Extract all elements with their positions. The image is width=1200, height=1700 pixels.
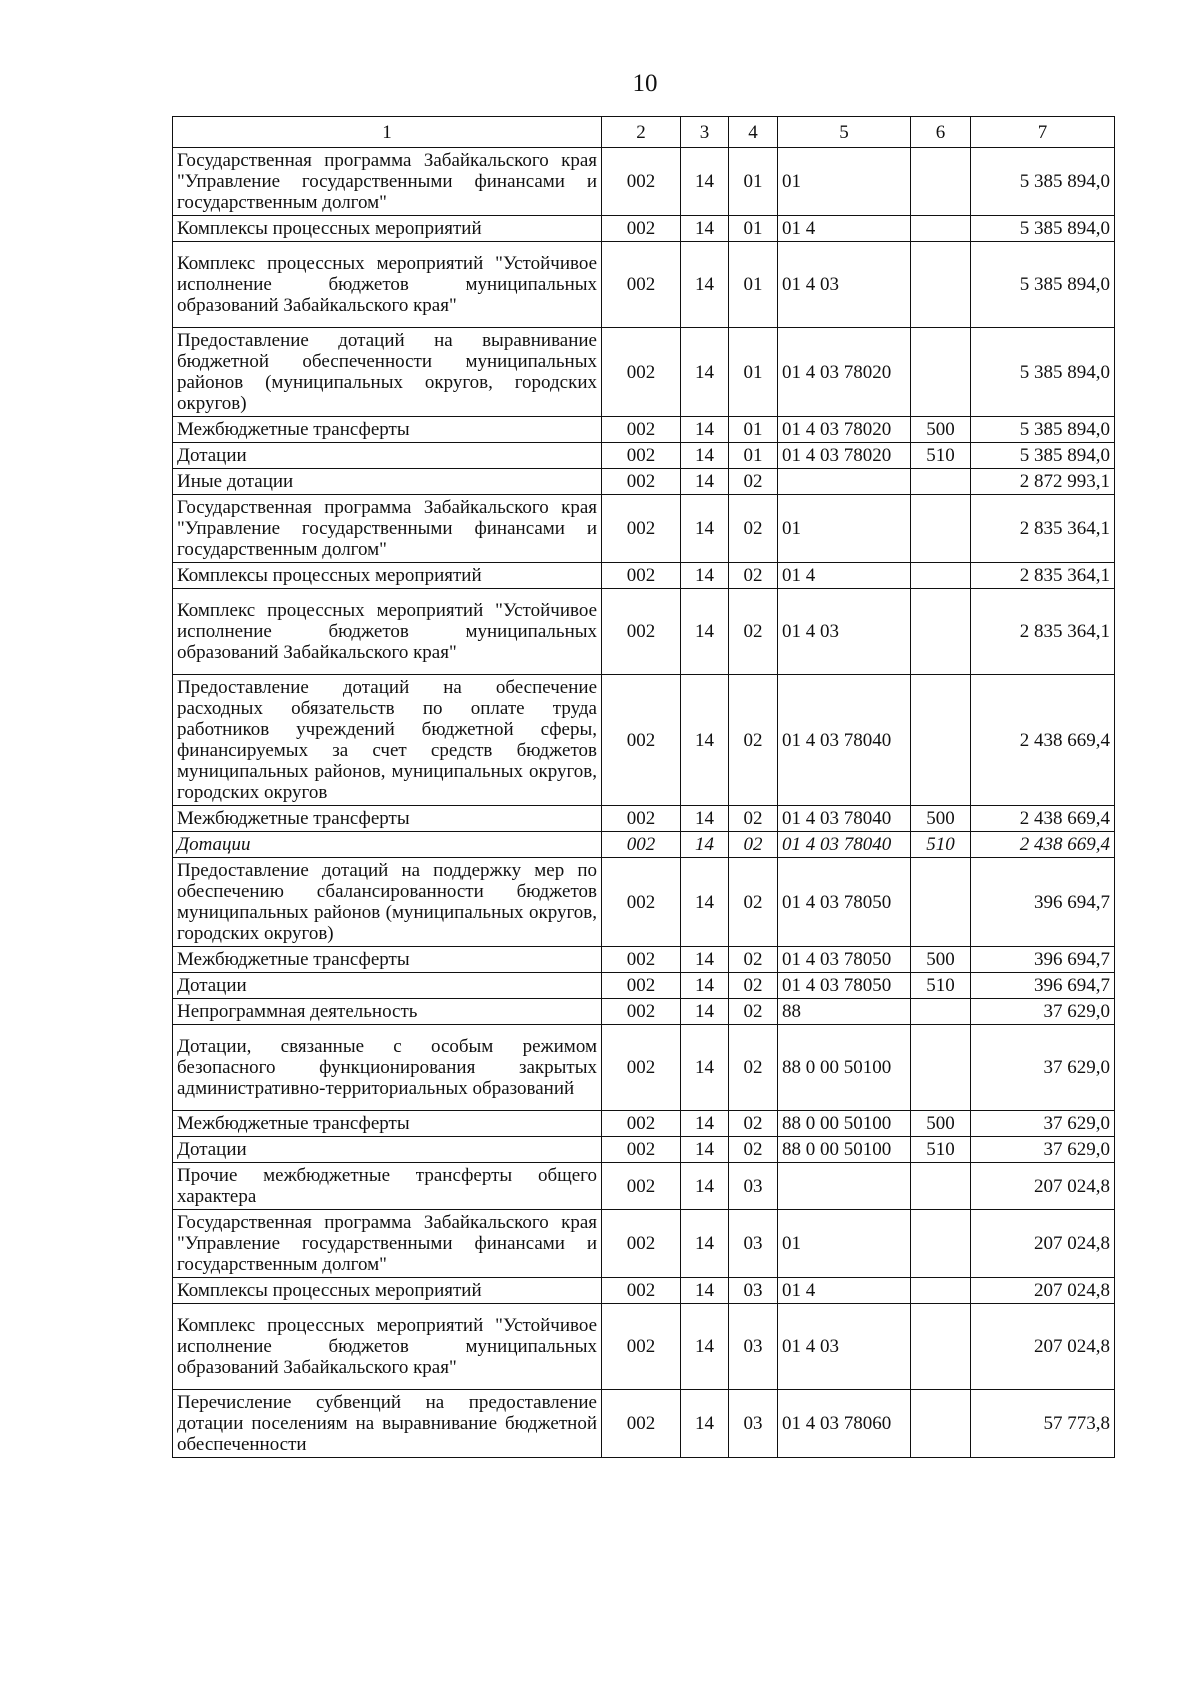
row-expense-type-cell: [911, 999, 971, 1025]
table-row: [173, 148, 1115, 216]
row-section-cell: 14: [681, 1111, 729, 1137]
table-row: [173, 858, 1115, 947]
table-row: [173, 1163, 1115, 1210]
row-code-cell: 002: [602, 469, 681, 495]
row-code-cell: 002: [602, 216, 681, 242]
row-name-cell: Государственная программа Забайкальского края "Управление государственными финансами и государственным долгом": [173, 495, 602, 563]
row-subsection-cell: 02: [729, 832, 778, 858]
table-row: [173, 443, 1115, 469]
row-name-cell: Дотации: [173, 832, 602, 858]
table-row: [173, 675, 1115, 806]
table-row: [173, 1390, 1115, 1458]
row-name-cell: Комплексы процессных мероприятий: [173, 1278, 602, 1304]
column-header: 3: [681, 117, 729, 148]
row-subsection-cell: 02: [729, 1111, 778, 1137]
row-target-article-cell: [778, 469, 911, 495]
row-amount-cell: 37 629,0: [971, 1025, 1115, 1111]
row-expense-type-cell: [911, 148, 971, 216]
row-subsection-cell: 03: [729, 1278, 778, 1304]
row-subsection-cell: 01: [729, 417, 778, 443]
row-section-cell: 14: [681, 589, 729, 675]
row-expense-type-cell: 500: [911, 806, 971, 832]
table-row: [173, 947, 1115, 973]
row-subsection-cell: 03: [729, 1304, 778, 1390]
row-amount-cell: 2 438 669,4: [971, 806, 1115, 832]
row-amount-cell: 5 385 894,0: [971, 216, 1115, 242]
row-subsection-cell: 01: [729, 148, 778, 216]
row-expense-type-cell: [911, 1390, 971, 1458]
row-name-cell: Дотации: [173, 973, 602, 999]
row-name-cell: Межбюджетные трансферты: [173, 1111, 602, 1137]
row-code-cell: 002: [602, 806, 681, 832]
row-target-article-cell: 01 4 03 78050: [778, 973, 911, 999]
row-code-cell: 002: [602, 1390, 681, 1458]
row-name-cell: Предоставление дотаций на обеспечение расходных обязательств по оплате труда работников учреждений бюджетной сферы, финансируемых за счет средств бюджетов муниципальных районов, муниципальных округов, городских округов: [173, 675, 602, 806]
table-row: [173, 1304, 1115, 1390]
column-header: 6: [911, 117, 971, 148]
row-name-cell: Перечисление субвенций на предоставление дотации поселениям на выравнивание бюджетной обеспеченности: [173, 1390, 602, 1458]
row-expense-type-cell: [911, 469, 971, 495]
row-section-cell: 14: [681, 947, 729, 973]
row-target-article-cell: 01 4 03: [778, 1304, 911, 1390]
row-expense-type-cell: 510: [911, 973, 971, 999]
row-target-article-cell: 01: [778, 1210, 911, 1278]
row-name-cell: Межбюджетные трансферты: [173, 947, 602, 973]
row-amount-cell: 2 835 364,1: [971, 563, 1115, 589]
row-section-cell: 14: [681, 1137, 729, 1163]
row-code-cell: 002: [602, 947, 681, 973]
row-amount-cell: 37 629,0: [971, 999, 1115, 1025]
row-expense-type-cell: [911, 1163, 971, 1210]
row-name-cell: Комплекс процессных мероприятий "Устойчивое исполнение бюджетов муниципальных образований Забайкальского края": [173, 242, 602, 328]
row-expense-type-cell: 500: [911, 947, 971, 973]
row-name-cell: Иные дотации: [173, 469, 602, 495]
row-amount-cell: 207 024,8: [971, 1278, 1115, 1304]
row-expense-type-cell: 500: [911, 1111, 971, 1137]
row-section-cell: 14: [681, 148, 729, 216]
row-target-article-cell: 01 4 03: [778, 242, 911, 328]
row-expense-type-cell: [911, 563, 971, 589]
row-code-cell: 002: [602, 417, 681, 443]
row-target-article-cell: 01: [778, 148, 911, 216]
table-row: [173, 563, 1115, 589]
row-expense-type-cell: [911, 1025, 971, 1111]
row-code-cell: 002: [602, 999, 681, 1025]
row-name-cell: Непрограммная деятельность: [173, 999, 602, 1025]
row-expense-type-cell: [911, 328, 971, 417]
row-code-cell: 002: [602, 563, 681, 589]
row-target-article-cell: 88 0 00 50100: [778, 1025, 911, 1111]
row-target-article-cell: 01 4 03 78060: [778, 1390, 911, 1458]
row-amount-cell: 207 024,8: [971, 1163, 1115, 1210]
row-subsection-cell: 02: [729, 973, 778, 999]
table-row: [173, 495, 1115, 563]
row-section-cell: 14: [681, 417, 729, 443]
table-row: [173, 589, 1115, 675]
row-section-cell: 14: [681, 242, 729, 328]
table-row: [173, 216, 1115, 242]
row-section-cell: 14: [681, 858, 729, 947]
table-row: [173, 1278, 1115, 1304]
row-code-cell: 002: [602, 328, 681, 417]
row-section-cell: 14: [681, 806, 729, 832]
row-subsection-cell: 03: [729, 1163, 778, 1210]
row-target-article-cell: [778, 1163, 911, 1210]
table-header-row: [173, 117, 1115, 148]
table-row: [173, 417, 1115, 443]
row-name-cell: Государственная программа Забайкальского края "Управление государственными финансами и государственным долгом": [173, 148, 602, 216]
row-amount-cell: 2 872 993,1: [971, 469, 1115, 495]
row-amount-cell: 396 694,7: [971, 947, 1115, 973]
row-expense-type-cell: 500: [911, 417, 971, 443]
row-amount-cell: 5 385 894,0: [971, 148, 1115, 216]
row-expense-type-cell: [911, 1304, 971, 1390]
row-subsection-cell: 02: [729, 495, 778, 563]
row-expense-type-cell: 510: [911, 832, 971, 858]
row-section-cell: 14: [681, 675, 729, 806]
row-expense-type-cell: [911, 675, 971, 806]
table-row: [173, 1111, 1115, 1137]
row-name-cell: Предоставление дотаций на выравнивание бюджетной обеспеченности муниципальных районов (муниципальных округов, городских округов): [173, 328, 602, 417]
row-section-cell: 14: [681, 1210, 729, 1278]
table-row: [173, 1025, 1115, 1111]
row-code-cell: 002: [602, 675, 681, 806]
row-amount-cell: 2 438 669,4: [971, 832, 1115, 858]
table-row: [173, 806, 1115, 832]
row-expense-type-cell: [911, 858, 971, 947]
row-code-cell: 002: [602, 858, 681, 947]
row-target-article-cell: 88 0 00 50100: [778, 1137, 911, 1163]
row-target-article-cell: 88 0 00 50100: [778, 1111, 911, 1137]
row-code-cell: 002: [602, 495, 681, 563]
row-expense-type-cell: 510: [911, 1137, 971, 1163]
row-name-cell: Государственная программа Забайкальского края "Управление государственными финансами и государственным долгом": [173, 1210, 602, 1278]
budget-table: [172, 116, 1115, 1458]
row-amount-cell: 37 629,0: [971, 1111, 1115, 1137]
row-target-article-cell: 01 4 03 78020: [778, 328, 911, 417]
row-target-article-cell: 01 4 03 78020: [778, 443, 911, 469]
page-number: 10: [632, 70, 658, 97]
row-subsection-cell: 02: [729, 1137, 778, 1163]
row-name-cell: Комплексы процессных мероприятий: [173, 563, 602, 589]
row-code-cell: 002: [602, 973, 681, 999]
row-target-article-cell: 01 4 03: [778, 589, 911, 675]
row-code-cell: 002: [602, 1111, 681, 1137]
row-target-article-cell: 01 4: [778, 563, 911, 589]
row-expense-type-cell: [911, 1278, 971, 1304]
row-name-cell: Дотации: [173, 443, 602, 469]
row-code-cell: 002: [602, 1210, 681, 1278]
row-amount-cell: 5 385 894,0: [971, 242, 1115, 328]
row-code-cell: 002: [602, 1278, 681, 1304]
row-subsection-cell: 02: [729, 999, 778, 1025]
row-target-article-cell: 01 4 03 78040: [778, 675, 911, 806]
row-section-cell: 14: [681, 216, 729, 242]
row-name-cell: Дотации: [173, 1137, 602, 1163]
row-subsection-cell: 02: [729, 806, 778, 832]
table-row: [173, 1137, 1115, 1163]
row-name-cell: Комплекс процессных мероприятий "Устойчивое исполнение бюджетов муниципальных образований Забайкальского края": [173, 1304, 602, 1390]
row-code-cell: 002: [602, 1163, 681, 1210]
row-expense-type-cell: [911, 495, 971, 563]
row-section-cell: 14: [681, 443, 729, 469]
row-section-cell: 14: [681, 1390, 729, 1458]
row-section-cell: 14: [681, 1304, 729, 1390]
row-subsection-cell: 02: [729, 469, 778, 495]
column-header: 2: [602, 117, 681, 148]
table-row: [173, 469, 1115, 495]
row-amount-cell: 5 385 894,0: [971, 328, 1115, 417]
row-section-cell: 14: [681, 1025, 729, 1111]
row-expense-type-cell: [911, 1210, 971, 1278]
row-section-cell: 14: [681, 973, 729, 999]
row-subsection-cell: 03: [729, 1210, 778, 1278]
column-header: 4: [729, 117, 778, 148]
row-subsection-cell: 02: [729, 858, 778, 947]
row-target-article-cell: 01: [778, 495, 911, 563]
row-expense-type-cell: [911, 216, 971, 242]
row-target-article-cell: 88: [778, 999, 911, 1025]
row-code-cell: 002: [602, 1025, 681, 1111]
table-row: [173, 1210, 1115, 1278]
table-row: [173, 328, 1115, 417]
column-header: 7: [971, 117, 1115, 148]
row-subsection-cell: 01: [729, 328, 778, 417]
row-expense-type-cell: [911, 589, 971, 675]
row-subsection-cell: 01: [729, 443, 778, 469]
row-amount-cell: 57 773,8: [971, 1390, 1115, 1458]
row-section-cell: 14: [681, 1278, 729, 1304]
row-section-cell: 14: [681, 999, 729, 1025]
row-section-cell: 14: [681, 469, 729, 495]
row-subsection-cell: 01: [729, 242, 778, 328]
row-section-cell: 14: [681, 495, 729, 563]
row-code-cell: 002: [602, 443, 681, 469]
row-name-cell: Межбюджетные трансферты: [173, 417, 602, 443]
row-amount-cell: 2 835 364,1: [971, 589, 1115, 675]
table-row: [173, 999, 1115, 1025]
row-section-cell: 14: [681, 1163, 729, 1210]
row-code-cell: 002: [602, 1137, 681, 1163]
row-amount-cell: 207 024,8: [971, 1304, 1115, 1390]
row-amount-cell: 2 438 669,4: [971, 675, 1115, 806]
column-header: 1: [173, 117, 602, 148]
table-body: [173, 148, 1115, 1458]
row-expense-type-cell: 510: [911, 443, 971, 469]
row-subsection-cell: 02: [729, 675, 778, 806]
table-row: [173, 242, 1115, 328]
row-amount-cell: 396 694,7: [971, 973, 1115, 999]
row-amount-cell: 396 694,7: [971, 858, 1115, 947]
row-code-cell: 002: [602, 832, 681, 858]
table-row: [173, 973, 1115, 999]
row-code-cell: 002: [602, 1304, 681, 1390]
row-amount-cell: 5 385 894,0: [971, 443, 1115, 469]
row-name-cell: Дотации, связанные с особым режимом безопасного функционирования закрытых административно-территориальных образований: [173, 1025, 602, 1111]
row-target-article-cell: 01 4 03 78040: [778, 806, 911, 832]
row-subsection-cell: 03: [729, 1390, 778, 1458]
row-subsection-cell: 02: [729, 589, 778, 675]
table-row: [173, 832, 1115, 858]
row-code-cell: 002: [602, 148, 681, 216]
row-amount-cell: 207 024,8: [971, 1210, 1115, 1278]
row-amount-cell: 5 385 894,0: [971, 417, 1115, 443]
row-name-cell: Предоставление дотаций на поддержку мер по обеспечению сбалансированности бюджетов муниципальных районов (муниципальных округов, городских округов): [173, 858, 602, 947]
row-subsection-cell: 02: [729, 1025, 778, 1111]
row-target-article-cell: 01 4 03 78040: [778, 832, 911, 858]
row-expense-type-cell: [911, 242, 971, 328]
row-target-article-cell: 01 4 03 78020: [778, 417, 911, 443]
row-name-cell: Межбюджетные трансферты: [173, 806, 602, 832]
column-header: 5: [778, 117, 911, 148]
row-target-article-cell: 01 4: [778, 216, 911, 242]
row-name-cell: Прочие межбюджетные трансферты общего характера: [173, 1163, 602, 1210]
row-subsection-cell: 02: [729, 947, 778, 973]
row-code-cell: 002: [602, 242, 681, 328]
row-name-cell: Комплекс процессных мероприятий "Устойчивое исполнение бюджетов муниципальных образований Забайкальского края": [173, 589, 602, 675]
row-name-cell: Комплексы процессных мероприятий: [173, 216, 602, 242]
row-subsection-cell: 02: [729, 563, 778, 589]
row-section-cell: 14: [681, 328, 729, 417]
row-section-cell: 14: [681, 563, 729, 589]
row-target-article-cell: 01 4 03 78050: [778, 858, 911, 947]
row-target-article-cell: 01 4 03 78050: [778, 947, 911, 973]
row-code-cell: 002: [602, 589, 681, 675]
row-amount-cell: 2 835 364,1: [971, 495, 1115, 563]
row-amount-cell: 37 629,0: [971, 1137, 1115, 1163]
row-subsection-cell: 01: [729, 216, 778, 242]
row-target-article-cell: 01 4: [778, 1278, 911, 1304]
row-section-cell: 14: [681, 832, 729, 858]
